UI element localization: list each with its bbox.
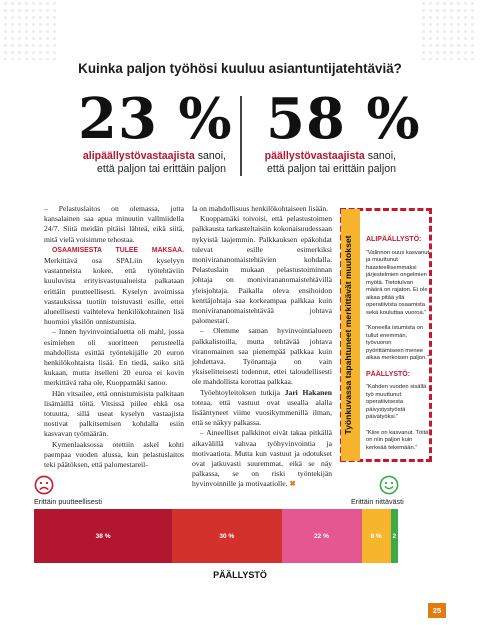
stat-subordinates-value: 23 %	[78, 86, 233, 152]
bar-segment-label: 2	[392, 532, 397, 540]
bar-segment-label: 22 %	[314, 532, 330, 540]
bar-segment-4	[362, 509, 391, 563]
paragraph: la on mahdollisuus henkilökohtaiseen lisään.	[192, 204, 329, 213]
paragraph-text: Työehtoyleitoksen tutkija	[200, 387, 285, 397]
article-column-1	[44, 204, 184, 470]
bar-segment-5	[391, 509, 398, 563]
end-mark-icon: ✖	[289, 479, 296, 489]
paragraph: Kuoppamäki toivoisi, että pelastustoimen palkkausta tarkasteltaisiin kokonaisuudessaan nykyistä laajemmin. Palkkauksen epäkohdat tulevat esille esimerkiksi monivirananomaistehtävien kohdalla. Pelastuslain mukaan pelastustoiminnan johtaja on monivirananomaistehtävillä yleisjohtaja. Paikalla oleva ensihoidon kenttäjohtaja saa korkeampaa palkkaa kuin monivirananomaistehtävää johtava palomestari.	[192, 214, 332, 326]
person-name: Jari Hakanen	[284, 387, 332, 397]
bar-segment-1	[34, 509, 172, 563]
paragraph: Hän vitsailee, että onnistumisista palkitaan lisämäillä töitä. Vitsissä piilee ehkä osa totuutta, sillä useat kyselyn vastaajista nostivat palkitsemisen kohdalla esiin kasvavan työmäärän.	[44, 388, 184, 439]
paragraph: – Pelastuslaitos on olemassa, jotta kansalainen saa apua minuutin vallmiidella 24/7. Siitä meidän pitäisi lähteä, eikä siitä, mitä vielä voisimme tehostaa.	[44, 204, 184, 244]
dot-pattern-left	[2, 0, 60, 60]
sidebar-heading-subordinates: ALIPÄÄLLYSTÖ:	[366, 236, 422, 243]
stat-officers-text1: sanoi,	[364, 150, 396, 162]
stat-divider	[240, 96, 242, 176]
paragraph	[44, 245, 184, 328]
happy-face-icon	[379, 475, 399, 495]
dot-pattern-right	[420, 0, 478, 60]
sidebar-content	[366, 236, 430, 460]
bar-segment-label: 38 %	[95, 532, 111, 540]
stat-subordinates-group: alipäällystövastaajista	[82, 150, 195, 162]
paragraph	[192, 388, 332, 429]
chart-title: PÄÄLLYSTÖ	[213, 570, 267, 580]
stat-officers-text2: että paljon tai erittäin paljon	[267, 163, 396, 175]
bar-segment-2	[172, 509, 281, 563]
paragraph-text: Merkittävä osa SPALiin kyselyyn vastanneista kokee, että työtehtäviin kuuluvista erityisvastuualueista palkataan erittäin puutteellisesti. Kyselyn avoimissa vastauksissa tuotiin toistuvasti esille, ettei alueellisesti vaihteleva henkilökohtainen lisä huomioi yksilön onnistumisia.	[44, 256, 184, 327]
paragraph-text: – Aineelliset palkkinot eivät takaa pitkällä aikavälillä vahvaa työhyvinvointia ja motivaatiota. Mutta kun vastuut ja odotukset ovat jatkuvasti suuremmat, eikä se näy palkassa, se on riski työntekijän hyvinvoinnille ja motivaatiolle.	[192, 428, 332, 489]
paragraph: Kymenlaaksossa otettiin askel kohti paempaa vuoden alussa, kun pelastuslaitos teki päätöksen, että palomestareil-	[44, 439, 184, 470]
stat-officers-value: 58 %	[266, 86, 421, 152]
bar-segment-3	[282, 509, 362, 563]
sad-face-icon	[34, 475, 54, 495]
stat-subordinates-text1: sanoi,	[194, 150, 226, 162]
bar-segment-label: 8 %	[370, 532, 382, 540]
sidebar-quote: ”Kahden vuoden sisällä työ muuttunut operatiivisesta päivystystyöstä päivätyöksi.”	[366, 384, 427, 420]
stat-subordinates-caption	[83, 150, 226, 176]
page-number: 25	[428, 603, 446, 618]
sidebar-quote: ”Valinnon ouus kasvanut ja muuttunut haasteellisemmaksi järjestelmien ongelmien myötä. Tietotulvan määrä on rajaton. Ei ole aikaa pitää yllä operatiivista osaamista sekä kouluttaa vuoroa.”	[366, 249, 430, 316]
section-heading: OSAAMISESTA TULEE MAKSAA.	[52, 246, 184, 254]
sidebar-quote: ”Kiire on kasvanut. Töitä on niin paljon kuin kerkeää tekemään.”	[366, 429, 429, 451]
scale-left-label: Erittäin puutteellisesti	[34, 497, 102, 506]
sidebar-quote: ”Koneella istumista on tullut enemmän, työvuoron pyörittämiseen menee aikaa merkoisen paljon.”	[366, 325, 429, 361]
stat-officers-caption	[265, 150, 396, 176]
sidebar-heading-officers: PÄÄLLYSTÖ:	[366, 370, 411, 378]
bar-segment-label: 30 %	[219, 532, 235, 540]
stacked-bar-chart	[34, 509, 398, 563]
scale-right-label: Erittäin riittävästi	[351, 497, 404, 506]
paragraph: – Olemme saman hyvinvointialueen palkkalistoilla, mutta tehtävää johtava viranomainen saa pienempää palkkaa kuin johdettava. Työnantaja on vain yksiselitteisesti todennut, ettei taloudellisesti ole mahdollista korottaa palkkaa.	[192, 326, 332, 387]
paragraph	[192, 428, 332, 489]
article-column-2	[192, 204, 332, 490]
paragraph-text: toteaa, että vastuut ovat usealla alalla lisääntyneet viime vuosikymmenillä ilman, että se näkyy palkassa.	[192, 397, 332, 428]
stat-subordinates-text2: että paljon tai erittäin paljon	[97, 163, 226, 175]
headline: Kuinka paljon työhösi kuuluu asiantuntijatehtäviä?	[78, 61, 402, 76]
sidebar-title: Työnkuvassa tapahtuneet merkittävät muutokset	[343, 235, 353, 435]
stat-officers-group: päällystövastaajista	[264, 150, 365, 162]
paragraph: – Innen hyvinvointialuetta oli mahl, jossa esimiehen oli suoritteen perusteella mahdollista esittää työntekijälle 20 euron henkilökohtaista lisää. En tiedä, saiko sitä kukaan, mutta itselleni 20 euroa ei kovin merkittävä raha ole, Kuoppamäki sanoo.	[44, 327, 184, 388]
